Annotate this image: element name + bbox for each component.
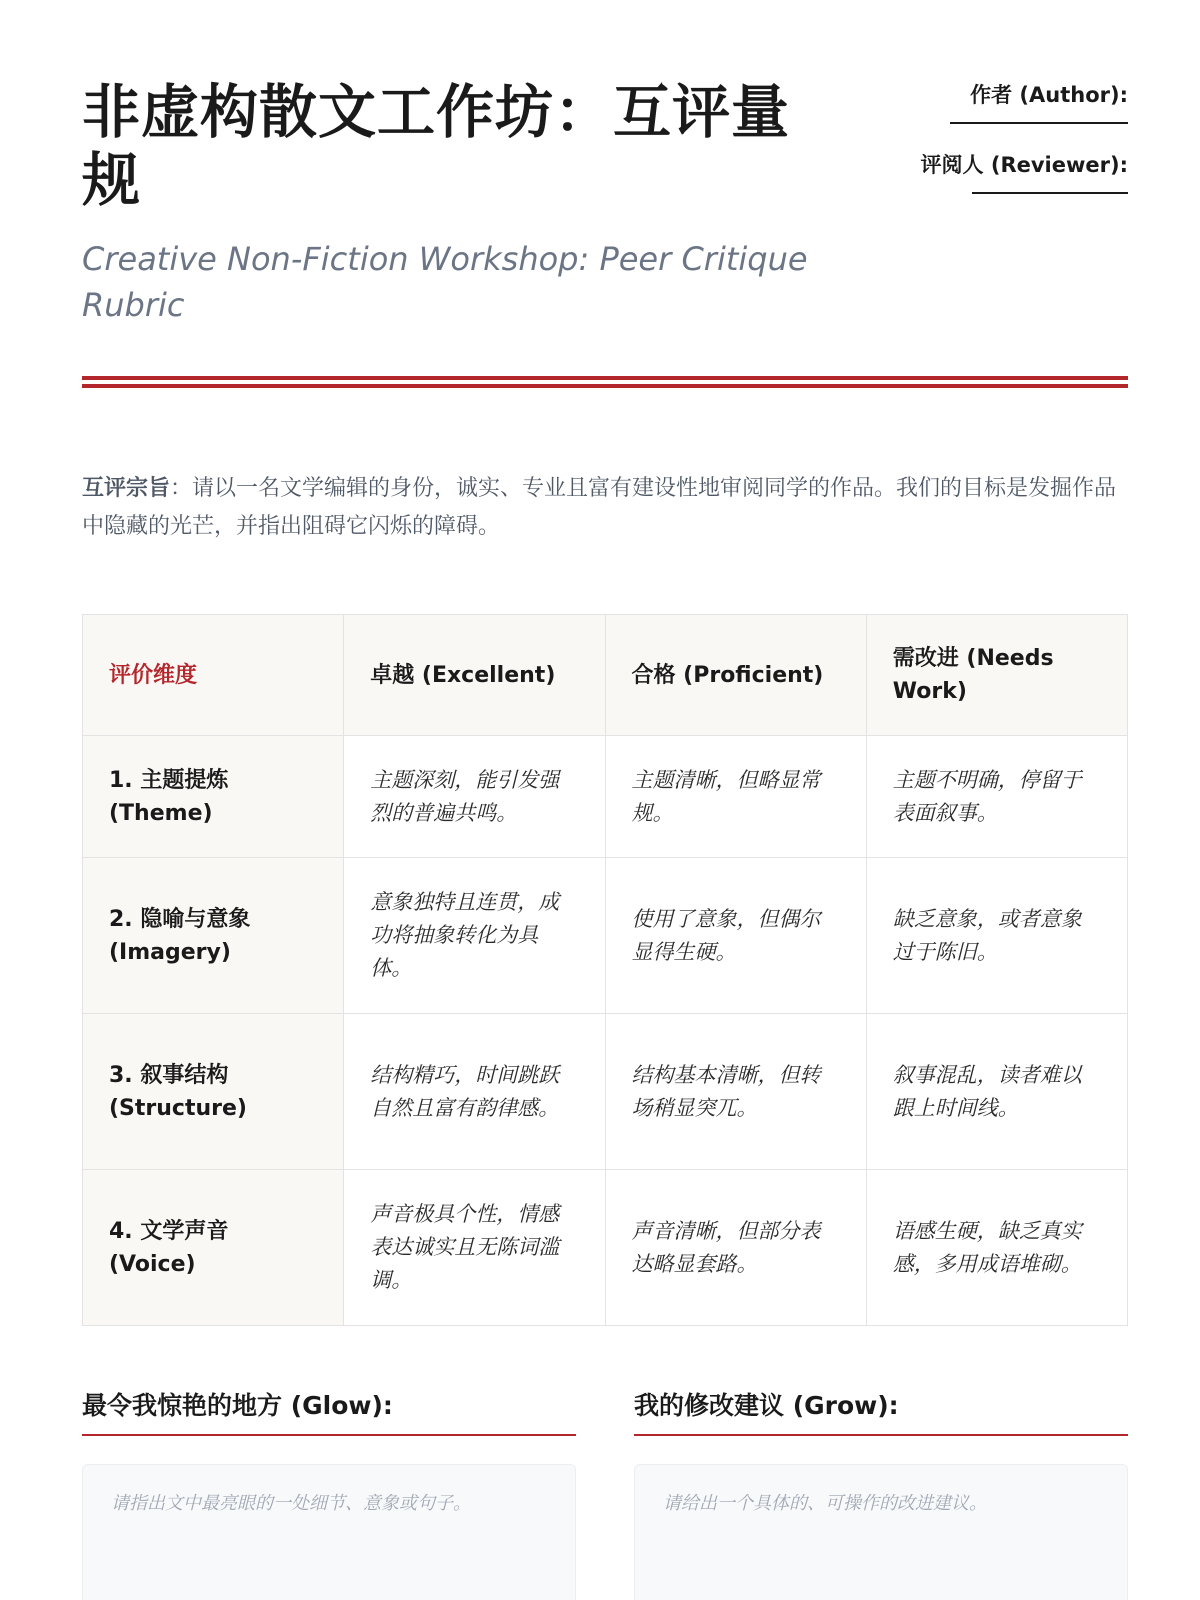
reviewer-label: 评阅人 (Reviewer):: [920, 153, 1128, 177]
glow-placeholder: 请指出文中最亮眼的一处细节、意象或句子。: [111, 1493, 471, 1514]
intro-text: ：请以一名文学编辑的身份，诚实、专业且富有建设性地审阅同学的作品。我们的目标是发掘作品中隐藏的光芒，并指出阻碍它闪烁的障碍。: [82, 476, 1117, 539]
table-row: [83, 858, 1128, 1014]
excellent-cell: 声音极具个性，情感表达诚实且无陈词滥调。: [344, 1170, 605, 1326]
grow-textarea[interactable]: [634, 1464, 1128, 1600]
divider-line-top: [82, 376, 1128, 380]
proficient-cell: 主题清晰，但略显常规。: [605, 736, 866, 858]
title-block: [82, 78, 842, 328]
author-signature-line[interactable]: [950, 122, 1128, 124]
excellent-cell: 结构精巧，时间跳跃自然且富有韵律感。: [344, 1014, 605, 1170]
header-needs-work: 需改进 (Needs Work): [866, 615, 1127, 736]
header-excellent: 卓越 (Excellent): [344, 615, 605, 736]
header-dimension: 评价维度: [83, 615, 344, 736]
needs-work-cell: 主题不明确，停留于表面叙事。: [866, 736, 1127, 858]
page-subtitle: Creative Non-Fiction Workshop: Peer Critique Rubric: [82, 240, 808, 324]
rubric-page: [82, 0, 1128, 1600]
table-row: [83, 736, 1128, 858]
glow-heading: 最令我惊艳的地方 (Glow):: [82, 1388, 576, 1436]
divider-line-bottom: [82, 384, 1128, 388]
reviewer-signature-line[interactable]: [972, 192, 1128, 194]
rubric-table: [82, 614, 1128, 1326]
dimension-cell: 3. 叙事结构 (Structure): [83, 1014, 344, 1170]
intro-paragraph: [82, 470, 1128, 546]
header-proficient: 合格 (Proficient): [605, 615, 866, 736]
glow-textarea[interactable]: [82, 1464, 576, 1600]
proficient-cell: 使用了意象，但偶尔显得生硬。: [605, 858, 866, 1014]
needs-work-cell: 语感生硬，缺乏真实感，多用成语堆砌。: [866, 1170, 1127, 1326]
intro-label: 互评宗旨: [82, 476, 171, 501]
rubric-header-row: [83, 615, 1128, 736]
grow-section: [634, 1388, 1128, 1600]
table-row: [83, 1014, 1128, 1170]
excellent-cell: 主题深刻，能引发强烈的普遍共鸣。: [344, 736, 605, 858]
glow-section: [82, 1388, 576, 1600]
double-divider: [82, 376, 1128, 390]
dimension-cell: 1. 主题提炼 (Theme): [83, 736, 344, 858]
table-row: [83, 1170, 1128, 1326]
grow-placeholder: 请给出一个具体的、可操作的改进建议。: [663, 1493, 987, 1514]
proficient-cell: 结构基本清晰，但转场稍显突兀。: [605, 1014, 866, 1170]
dimension-cell: 2. 隐喻与意象 (Imagery): [83, 858, 344, 1014]
needs-work-cell: 叙事混乱，读者难以跟上时间线。: [866, 1014, 1127, 1170]
proficient-cell: 声音清晰，但部分表达略显套路。: [605, 1170, 866, 1326]
dimension-cell: 4. 文学声音 (Voice): [83, 1170, 344, 1326]
grow-heading: 我的修改建议 (Grow):: [634, 1388, 1128, 1436]
author-label: 作者 (Author):: [970, 83, 1128, 107]
excellent-cell: 意象独特且连贯，成功将抽象转化为具体。: [344, 858, 605, 1014]
needs-work-cell: 缺乏意象，或者意象过于陈旧。: [866, 858, 1127, 1014]
author-reviewer-block: [898, 80, 1128, 220]
page-title: 非虚构散文工作坊：互评量规: [82, 78, 791, 214]
